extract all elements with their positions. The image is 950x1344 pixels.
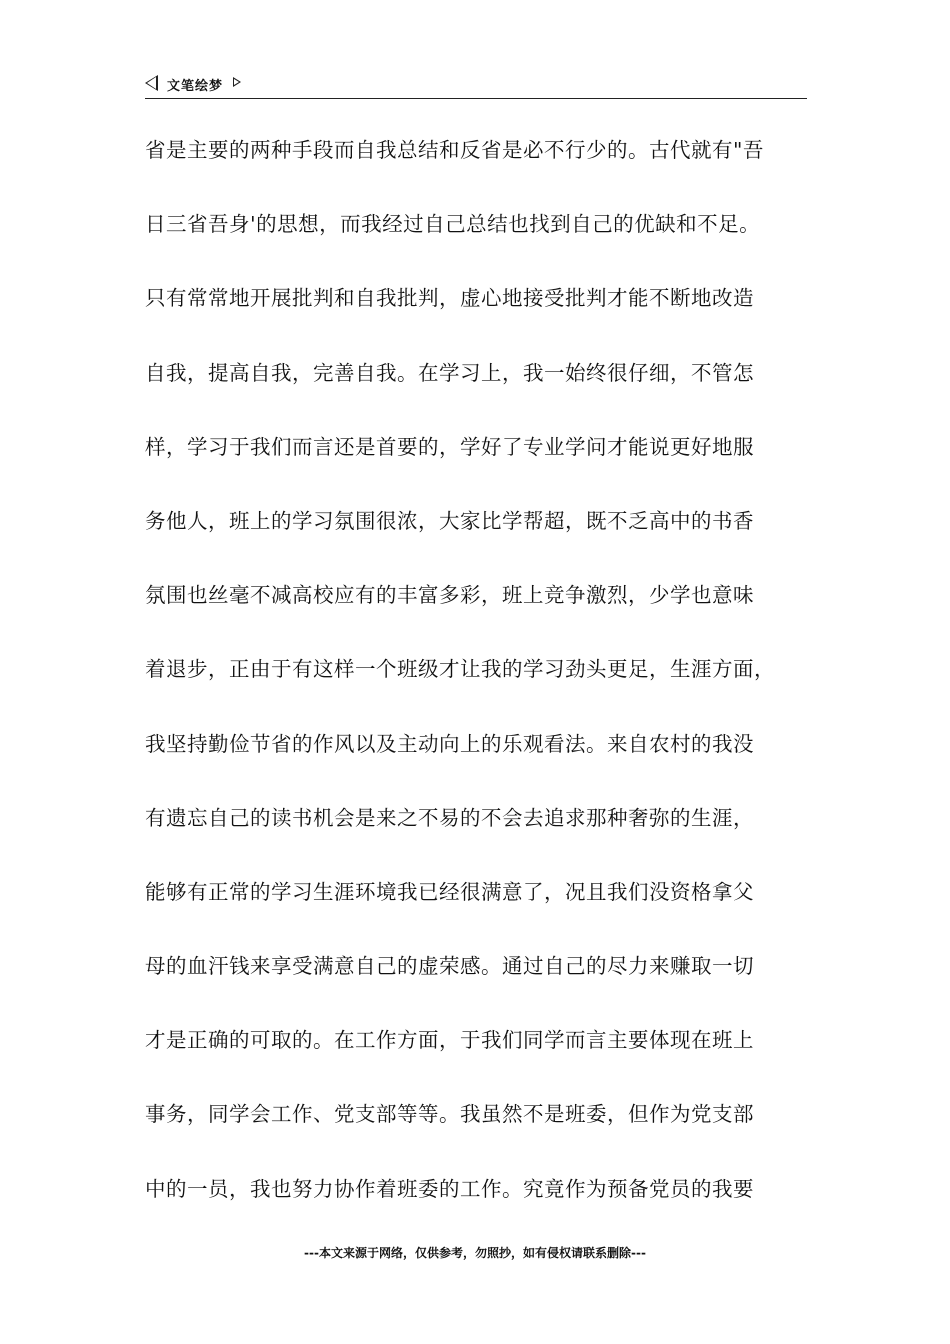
- body-line: 省是主要的两种手段而自我总结和反省是必不行少的。古代就有"吾: [145, 138, 764, 162]
- body-line: 中的一员，我也努力协作着班委的工作。究竟作为预备党员的我要: [145, 1176, 754, 1201]
- body-line: 氛围也丝毫不减高校应有的丰富多彩，班上竞争激烈，少学也意味: [145, 583, 754, 608]
- page-header: [145, 72, 807, 99]
- right-triangle-icon: [233, 77, 241, 87]
- body-line: 才是正确的可取的。在工作方面，于我们同学而言主要体现在班上: [145, 1028, 754, 1053]
- body-line: 能够有正常的学习生涯环境我已经很满意了，况且我们没资格拿父: [145, 879, 754, 904]
- body-line: 有遗忘自己的读书机会是来之不易的不会去追求那种奢弥的生涯，: [145, 805, 754, 830]
- header-title: 文笔绘梦: [167, 79, 224, 94]
- left-triangle-icon: [145, 75, 158, 91]
- body-line: 日三省吾身'的思想，而我经过自己总结也找到自己的优缺和不足。: [145, 212, 761, 237]
- body-line: 务他人，班上的学习氛围很浓，大家比学帮超，既不乏高中的书香: [145, 508, 754, 533]
- body-line: 样，学习于我们而言还是首要的，学好了专业学问才能说更好地服: [145, 434, 754, 459]
- body-line: 事务，同学会工作、党支部等等。我虽然不是班委，但作为党支部: [145, 1102, 754, 1127]
- footer-disclaimer: ---本文来源于网络，仅供参考，勿照抄，如有侵权请联系删除---: [304, 1246, 646, 1260]
- body-line: 母的血汗钱来享受满意自己的虚荣感。通过自己的尽力来赚取一切: [145, 954, 754, 979]
- document-body: [145, 130, 825, 1243]
- body-line: 自我，提高自我，完善自我。在学习上，我一始终很仔细，不管怎: [145, 360, 754, 385]
- body-line: 我坚持勤俭节省的作风以及主动向上的乐观看法。来自农村的我没: [145, 731, 754, 756]
- body-line: 只有常常地开展批判和自我批判，虚心地接受批判才能不断地改造: [145, 286, 754, 311]
- body-line: 着退步，正由于有这样一个班级才让我的学习劲头更足，生涯方面，: [145, 657, 775, 682]
